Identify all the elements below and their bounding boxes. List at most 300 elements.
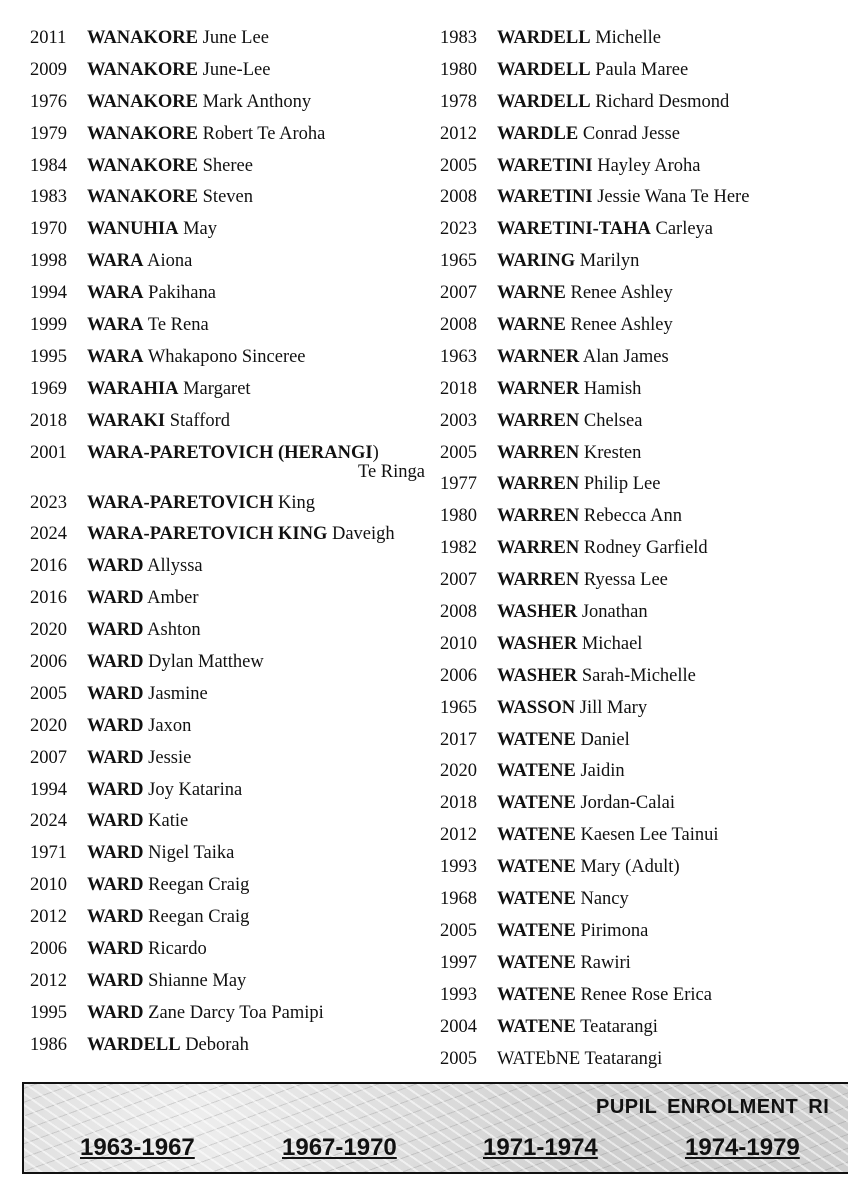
entry-year: 2010 (440, 633, 477, 654)
entry-surname: WARD (87, 875, 144, 896)
entry-year: 1983 (30, 187, 67, 208)
entry-given-names: Robert Te Aroha (202, 123, 326, 144)
entry-year: 1986 (30, 1034, 67, 1055)
entry-surname: WARD (87, 970, 144, 991)
entry-given-names: Sheree (202, 155, 253, 176)
entry-given-names: Sarah-Michelle (581, 665, 696, 686)
enrolment-entry (440, 536, 848, 568)
entry-year: 1993 (440, 984, 477, 1005)
entry-year: 2008 (440, 602, 477, 623)
entry-given-names: Jordan-Calai (580, 793, 675, 814)
entry-surname: WATENE (497, 984, 576, 1005)
entry-given-names: Teatarangi (584, 1048, 663, 1069)
entry-name (497, 823, 719, 847)
entry-given-names: Aiona (147, 251, 193, 272)
entry-surname: WARD (87, 747, 144, 768)
entry-name (497, 728, 630, 752)
entry-given-names: Philip Lee (583, 474, 661, 495)
entry-year: 2003 (440, 410, 477, 431)
enrolment-entry (30, 441, 430, 491)
enrolment-entry (440, 600, 848, 632)
period-link-1974-1979[interactable]: 1974-1979 (685, 1134, 800, 1161)
entry-surname: WARD (87, 715, 144, 736)
enrolment-entry (440, 154, 848, 186)
entry-given-names: Paula Maree (595, 59, 689, 80)
entry-year: 2006 (440, 665, 477, 686)
entry-surname: WATENE (497, 889, 576, 910)
entry-year: 2005 (440, 442, 477, 463)
entry-surname: WANAKORE (87, 59, 199, 80)
entry-given-names: Shianne May (148, 970, 247, 991)
entry-surname: WARD (87, 939, 144, 960)
entry-given-names: Amber (147, 588, 199, 609)
entry-surname: WARA-PARETOVICH (HERANGI (87, 442, 373, 463)
entry-surname: WARAHIA (87, 378, 179, 399)
left-column (30, 26, 430, 1065)
entry-surname: WARDELL (497, 91, 591, 112)
entry-name (497, 855, 680, 879)
entry-surname: WANUHIA (87, 219, 179, 240)
entry-year: 1994 (30, 779, 67, 800)
entry-name (497, 185, 749, 209)
entry-given-names: Michael (581, 633, 643, 654)
entry-year: 1997 (440, 952, 477, 973)
entry-given-names: Renee Rose Erica (580, 984, 712, 1005)
entry-surname: WATENE (497, 729, 576, 750)
entry-given-names: Dylan Matthew (148, 652, 264, 673)
entry-name (87, 554, 203, 578)
entry-name (87, 841, 234, 865)
entry-given-names: June-Lee (202, 59, 271, 80)
entry-year: 2010 (30, 875, 67, 896)
entry-name (497, 281, 673, 305)
entry-name (497, 26, 661, 50)
entry-given-names: Steven (202, 187, 253, 208)
entry-given-names: Jill Mary (579, 697, 648, 718)
entry-given-names: Hamish (583, 378, 642, 399)
entry-given-names: Deborah (185, 1034, 249, 1055)
entry-year: 1969 (30, 378, 67, 399)
entry-given-names: King (278, 492, 316, 513)
enrolment-entry (30, 217, 430, 249)
enrolment-entry (30, 377, 430, 409)
enrolment-entry (440, 855, 848, 887)
enrolment-entry (440, 728, 848, 760)
entry-surname: WATENE (497, 857, 576, 878)
entry-name (87, 1033, 249, 1057)
entry-year: 2016 (30, 556, 67, 577)
entry-year: 2020 (440, 761, 477, 782)
entry-given-names: Stafford (169, 410, 231, 431)
entry-given-names: Hayley Aroha (597, 155, 701, 176)
entry-given-names: Allyssa (147, 556, 203, 577)
entry-year: 2016 (30, 588, 67, 609)
entry-year: 1978 (440, 91, 477, 112)
enrolment-entry (30, 618, 430, 650)
entry-name (87, 377, 251, 401)
entry-year: 2008 (440, 315, 477, 336)
entry-surname: WARAKI (87, 410, 166, 431)
entry-given-names: Jessie (148, 747, 192, 768)
entry-name (497, 122, 680, 146)
entry-name (87, 58, 270, 82)
entry-given-names: Jasmine (148, 683, 208, 704)
entry-surname: WASSON (497, 697, 576, 718)
entry-year: 1995 (30, 346, 67, 367)
enrolment-entry (440, 472, 848, 504)
enrolment-entry (440, 185, 848, 217)
entry-name (87, 491, 315, 515)
enrolment-entry (440, 281, 848, 313)
entry-surname: WARETINI-TAHA (497, 219, 651, 240)
entry-surname: WATENE (497, 952, 576, 973)
entry-year: 2005 (440, 1048, 477, 1069)
entry-given-names: Zane Darcy Toa Pamipi (148, 1002, 324, 1023)
enrolment-entry (30, 491, 430, 523)
entry-surname: WARDELL (497, 28, 591, 48)
enrolment-entry (30, 969, 430, 1001)
entry-surname: WARD (87, 1002, 144, 1023)
period-link-1963-1967[interactable]: 1963-1967 (80, 1134, 195, 1161)
entry-name (87, 1001, 324, 1025)
entry-year: 2004 (440, 1016, 477, 1037)
entry-given-names: Daveigh (331, 524, 395, 545)
enrolment-entry (440, 696, 848, 728)
enrolment-entry (30, 746, 430, 778)
entry-given-names: Alan James (582, 346, 669, 367)
entry-year: 2023 (440, 219, 477, 240)
entry-year: 1993 (440, 857, 477, 878)
enrolment-entry (440, 441, 848, 473)
enrolment-entry (440, 504, 848, 536)
entry-year: 1965 (440, 251, 477, 272)
entry-surname: WANAKORE (87, 91, 199, 112)
entry-name (87, 682, 208, 706)
enrolment-entry (30, 249, 430, 281)
enrolment-entry (30, 682, 430, 714)
entry-name (497, 632, 642, 656)
entry-surname: WASHER (497, 665, 578, 686)
entry-given-names: Mark Anthony (202, 91, 312, 112)
entry-year: 1995 (30, 1002, 67, 1023)
entry-given-names: Te Rena (147, 315, 209, 336)
enrolment-entry (440, 1047, 848, 1079)
enrolment-entry (30, 122, 430, 154)
enrolment-entry (30, 1033, 430, 1065)
entry-year: 1979 (30, 123, 67, 144)
enrolment-entry (440, 951, 848, 983)
entry-surname: WARD (87, 683, 144, 704)
entry-year: 2008 (440, 187, 477, 208)
enrolment-entry (440, 791, 848, 823)
entry-surname: WANAKORE (87, 123, 199, 144)
entry-given-names: Katie (148, 811, 189, 832)
enrolment-entry (30, 554, 430, 586)
entry-year: 1976 (30, 91, 67, 112)
entry-name (87, 778, 242, 802)
entry-name (87, 249, 192, 273)
entry-name (497, 249, 639, 273)
entry-year: 2012 (30, 907, 67, 928)
footer-title: PUPIL ENROLMENT RI (596, 1096, 830, 1118)
entry-year: 2012 (440, 825, 477, 846)
enrolment-entry (440, 345, 848, 377)
entry-year: 2005 (440, 920, 477, 941)
enrolment-entry (440, 313, 848, 345)
entry-given-names: Rodney Garfield (583, 538, 708, 559)
entry-given-names: Kresten (583, 442, 642, 463)
enrolment-entry (440, 26, 848, 58)
entry-given-names: Jaidin (580, 761, 625, 782)
entry-surname: WARD (87, 652, 144, 673)
entry-surname: WANAKORE (87, 155, 199, 176)
entry-given-names: Michelle (595, 28, 661, 48)
entry-name (497, 696, 647, 720)
entry-name (87, 746, 191, 770)
entry-year: 1998 (30, 251, 67, 272)
enrolment-entry (440, 823, 848, 855)
enrolment-entry (30, 313, 430, 345)
entry-surname: WARD (87, 811, 144, 832)
entry-given-names: June Lee (202, 28, 269, 48)
entry-name (87, 217, 217, 241)
entry-surname: WARNE (497, 315, 566, 336)
entry-name (497, 90, 729, 114)
entry-given-names: Jaxon (148, 715, 192, 736)
entry-year: 2006 (30, 652, 67, 673)
entry-given-names: Joy Katarina (148, 779, 243, 800)
entry-year: 2024 (30, 524, 67, 545)
enrolment-entry (440, 217, 848, 249)
entry-year: 2006 (30, 939, 67, 960)
enrolment-entry (30, 905, 430, 937)
entry-given-names: Pakihana (148, 283, 216, 304)
entry-surname: WARNE (497, 283, 566, 304)
entry-year: 2023 (30, 492, 67, 513)
enrolment-entry (440, 887, 848, 919)
enrolment-entry (440, 249, 848, 281)
entry-surname: WARREN (497, 570, 580, 591)
entry-name (87, 586, 199, 610)
entry-name (497, 58, 688, 82)
enrolment-entry (30, 58, 430, 90)
entry-name (87, 409, 230, 433)
enrolment-entry (30, 937, 430, 969)
entry-year: 2018 (440, 793, 477, 814)
enrolment-entry (30, 154, 430, 186)
entry-surname: WATEbNE (497, 1048, 581, 1069)
enrolment-entry (30, 809, 430, 841)
enrolment-entry (440, 759, 848, 791)
entry-surname: WARING (497, 251, 576, 272)
entry-surname: WANAKORE (87, 28, 199, 48)
entry-year: 1977 (440, 474, 477, 495)
enrolment-entry (440, 568, 848, 600)
entry-given-names: Daniel (580, 729, 630, 750)
entry-given-names: Kaesen Lee Tainui (580, 825, 719, 846)
entry-surname: WARDELL (87, 1034, 181, 1055)
entry-name (87, 969, 246, 993)
enrolment-entry (30, 586, 430, 618)
entry-year: 1982 (440, 538, 477, 559)
entry-surname: WARREN (497, 474, 580, 495)
entry-year: 1971 (30, 843, 67, 864)
entry-name (87, 905, 249, 929)
entry-surname: WARA (87, 283, 144, 304)
entry-name (87, 441, 379, 465)
entry-year: 1965 (440, 697, 477, 718)
entry-given-names: Jonathan (581, 602, 648, 623)
entry-year: 1980 (440, 59, 477, 80)
entry-given-names: Jessie Wana Te Here (597, 187, 750, 208)
entry-name (497, 472, 660, 496)
enrolment-entry (30, 345, 430, 377)
entry-given-names: Whakapono Sinceree (147, 346, 306, 367)
entry-given-names: Marilyn (579, 251, 640, 272)
entry-year: 2007 (440, 570, 477, 591)
entry-surname: WARREN (497, 506, 580, 527)
entry-name (87, 618, 201, 642)
enrolment-entry (30, 873, 430, 905)
entry-surname: WARA (87, 251, 144, 272)
enrolment-entry (30, 522, 430, 554)
entry-surname: WARD (87, 556, 144, 577)
entry-name (497, 154, 701, 178)
entry-given-names: Chelsea (583, 410, 643, 431)
entry-year: 2012 (30, 970, 67, 991)
enrolment-entry (30, 26, 430, 58)
enrolment-entry (440, 58, 848, 90)
entry-year: 2017 (440, 729, 477, 750)
entry-given-names: Teatarangi (580, 1016, 658, 1037)
entry-name (87, 650, 264, 674)
entry-year: 1999 (30, 315, 67, 336)
enrolment-entry (440, 1015, 848, 1047)
period-link-1967-1970[interactable]: 1967-1970 (282, 1134, 397, 1161)
entry-name (497, 377, 641, 401)
enrolment-footer-banner (22, 1082, 848, 1174)
entry-name (497, 887, 629, 911)
entry-name (497, 664, 696, 688)
entry-surname: WANAKORE (87, 187, 199, 208)
entry-surname: WATENE (497, 1016, 576, 1037)
entry-name (87, 26, 269, 50)
entry-surname: WARDLE (497, 123, 579, 144)
entry-given-names: Reegan Craig (148, 907, 250, 928)
entry-surname: WARA (87, 346, 144, 367)
entry-name (497, 1047, 662, 1071)
entry-name (497, 441, 641, 465)
entry-name (87, 522, 395, 546)
entry-given-names: Rebecca Ann (583, 506, 682, 527)
entry-name (87, 937, 207, 961)
entry-given-names: Richard Desmond (595, 91, 730, 112)
entry-surname: WARA-PARETOVICH (87, 492, 274, 513)
entry-name (497, 759, 625, 783)
entry-name (87, 122, 325, 146)
entry-surname: WASHER (497, 633, 578, 654)
entry-name (497, 409, 642, 433)
entry-name-continuation: Te Ringa (357, 461, 425, 482)
entry-given-names: Nigel Taika (148, 843, 235, 864)
right-column (440, 26, 848, 1078)
entry-year: 2011 (30, 28, 67, 48)
entry-given-names: Ashton (147, 620, 201, 641)
entry-surname: WARD (87, 620, 144, 641)
entry-year: 1970 (30, 219, 67, 240)
entry-surname: WARREN (497, 410, 580, 431)
entry-surname: WARD (87, 907, 144, 928)
enrolment-entry (30, 778, 430, 810)
entry-given-names: ) (372, 442, 379, 463)
entry-year: 1983 (440, 28, 477, 48)
entry-given-names: Ricardo (148, 939, 207, 960)
entry-surname: WARREN (497, 538, 580, 559)
enrolment-entry (440, 983, 848, 1015)
period-link-1971-1974[interactable]: 1971-1974 (483, 1134, 598, 1161)
entry-surname: WARD (87, 588, 144, 609)
entry-surname: WARETINI (497, 187, 593, 208)
entry-surname: WARNER (497, 346, 580, 367)
entry-surname: WATENE (497, 793, 576, 814)
entry-surname: WATENE (497, 920, 576, 941)
entry-given-names: Carleya (655, 219, 714, 240)
enrolment-entry (440, 632, 848, 664)
enrolment-entry (30, 90, 430, 122)
enrolment-entry (30, 841, 430, 873)
entry-name (497, 1015, 658, 1039)
entry-name (87, 714, 191, 738)
entry-name (87, 809, 188, 833)
entry-surname: WASHER (497, 602, 578, 623)
entry-year: 2018 (30, 410, 67, 431)
entry-year: 2018 (440, 378, 477, 399)
enrolment-entry (440, 90, 848, 122)
entry-name (87, 90, 311, 114)
enrolment-entry (440, 377, 848, 409)
enrolment-entry (30, 281, 430, 313)
entry-year: 2020 (30, 620, 67, 641)
entry-surname: WATENE (497, 761, 576, 782)
entry-name (497, 217, 713, 241)
entry-surname: WARNER (497, 378, 580, 399)
entry-given-names: Rawiri (580, 952, 631, 973)
entry-year: 2001 (30, 442, 67, 463)
entry-year: 2009 (30, 59, 67, 80)
entry-year: 2005 (30, 683, 67, 704)
enrolment-entry (30, 650, 430, 682)
entry-surname: WARA (87, 315, 144, 336)
entry-surname: WATENE (497, 825, 576, 846)
entry-given-names: Renee Ashley (570, 283, 673, 304)
entry-name (87, 313, 209, 337)
entry-given-names: Mary (Adult) (580, 857, 680, 878)
entry-given-names: Pirimona (580, 920, 649, 941)
entry-surname: WARDELL (497, 59, 591, 80)
entry-name (87, 281, 216, 305)
entry-given-names: Nancy (580, 889, 629, 910)
entry-name (87, 185, 253, 209)
entry-name (497, 504, 682, 528)
entry-year: 1994 (30, 283, 67, 304)
entry-name (497, 345, 669, 369)
entry-name (497, 536, 708, 560)
enrolment-entry (30, 185, 430, 217)
entry-name (87, 154, 253, 178)
entry-surname: WARETINI (497, 155, 593, 176)
entry-year: 2007 (440, 283, 477, 304)
entry-year: 2024 (30, 811, 67, 832)
